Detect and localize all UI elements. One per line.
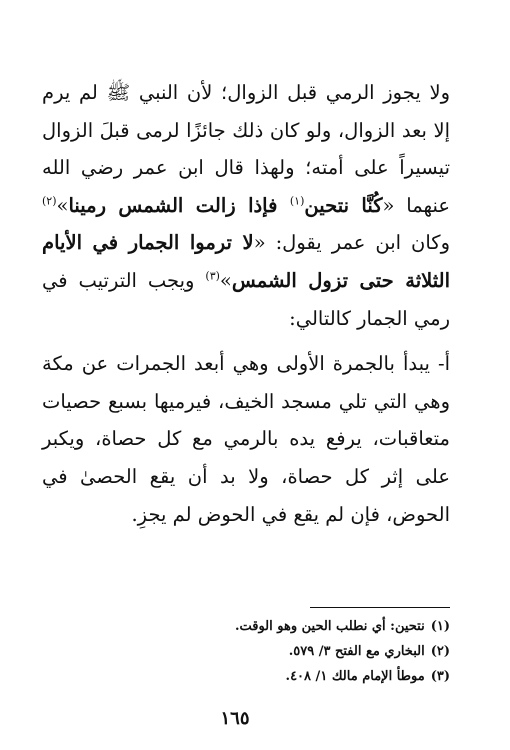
paragraph-1 (42, 74, 450, 337)
footnote-ref-3: (٣) (205, 269, 220, 283)
text-segment: » (56, 193, 69, 217)
footnote-separator (310, 607, 450, 608)
paragraph-2: أ- يبدأ بالجمرة الأولى وهي أبعد الجمرات عن مكة وهي التي تلي مسجد الخيف، فيرميها بسبع حصيات متعاقبات، يرفع يده بالرمي مع كل حصاة، ويكبر على إثر كل حصاة، ولا بد أن يقع الحصىٰ في الحوض، فإن لم يقع في الحوض لم يجزِ. (42, 352, 450, 526)
text-segment: ويجب الترتيب في رمي الجمار كالتالي: (42, 268, 450, 330)
text-segment: وكان ابن عمر يقول: « (253, 231, 450, 255)
footnote-text: موطأ الإمام مالك ١/ ٤٠٨. (285, 669, 425, 684)
footnote-number: (١) (430, 619, 450, 634)
footnote-number: (٣) (430, 669, 450, 684)
hadith-quote-1: كُنَّا نتحين (304, 193, 383, 217)
footnotes (150, 614, 450, 689)
text-segment: » (219, 268, 232, 292)
footnote-number: (٢) (430, 644, 450, 659)
footnote-ref-1: (١) (289, 194, 305, 208)
footnote-text: نتحين: أي نطلب الحين وهو الوقت. (234, 619, 425, 634)
hadith-quote-1-cont: فإذا زالت الشمس رمينا (68, 193, 290, 217)
text-segment: ولا يجوز الرمي قبل الزوال؛ لأن النبي ﷺ لم يرم إلا بعد الزوال، ولو كان ذلك جائزًا لرمى قبلَ الزوال تيسيراً على أمته؛ ولهذا قال ابن عمر رضي الله عنهما « (42, 81, 451, 217)
footnote-text: البخاري مع الفتح ٣/ ٥٧٩. (288, 644, 425, 659)
footnote-1 (150, 614, 450, 639)
footnote-3 (150, 664, 450, 689)
main-text (42, 74, 450, 533)
footnote-ref-2: (٢) (42, 194, 57, 208)
hadith-quote-2: لا ترموا الجمار في الأيام الثلاثة حتى تزول الشمس (42, 231, 450, 292)
footnote-2 (150, 639, 450, 664)
page-number: ١٦٥ (220, 708, 250, 729)
